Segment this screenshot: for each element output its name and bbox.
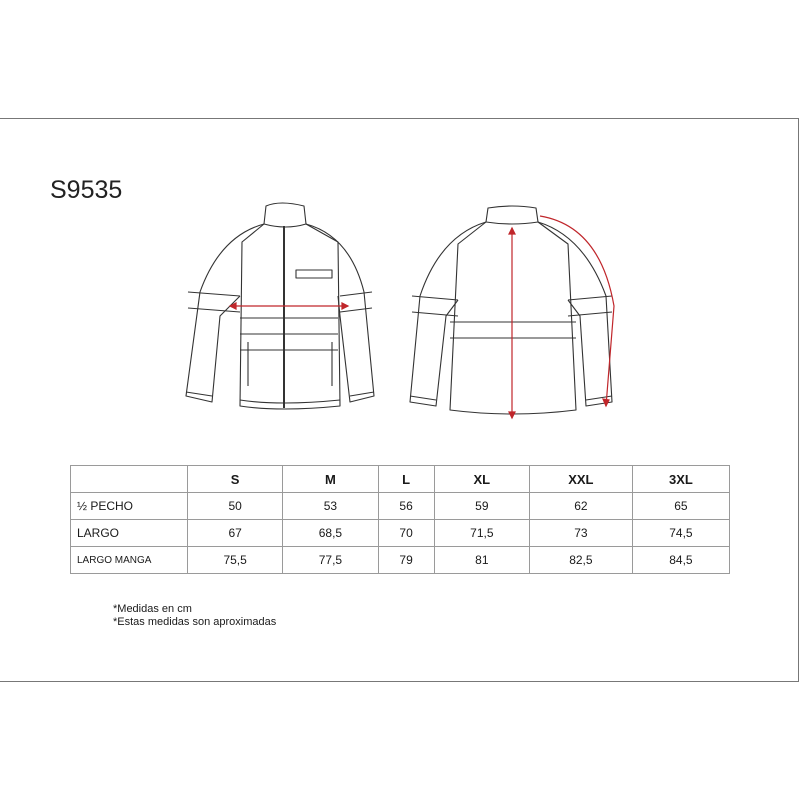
row-label: ½ PECHO — [71, 493, 188, 520]
header-cell-3xl: 3XL — [632, 466, 729, 493]
header-cell-xl: XL — [434, 466, 529, 493]
table-cell: 65 — [632, 493, 729, 520]
note-approximate: *Estas medidas son aproximadas — [113, 616, 277, 628]
row-label: LARGO MANGA — [71, 547, 188, 574]
table-cell: 56 — [378, 493, 434, 520]
table-cell: 50 — [188, 493, 283, 520]
header-cell-s: S — [188, 466, 283, 493]
table-cell: 84,5 — [632, 547, 729, 574]
notes — [113, 603, 276, 629]
table-row — [71, 493, 730, 520]
note-units: *Medidas en cm — [113, 603, 192, 615]
size-table-header — [71, 466, 730, 493]
table-cell: 82,5 — [529, 547, 632, 574]
table-row — [71, 520, 730, 547]
table-cell: 74,5 — [632, 520, 729, 547]
size-table — [70, 465, 730, 574]
table-cell: 70 — [378, 520, 434, 547]
header-cell-l: L — [378, 466, 434, 493]
table-cell: 53 — [283, 493, 378, 520]
table-cell: 73 — [529, 520, 632, 547]
header-cell-xxl: XXL — [529, 466, 632, 493]
jacket-front-illustration — [180, 196, 380, 426]
table-cell: 81 — [434, 547, 529, 574]
table-cell: 68,5 — [283, 520, 378, 547]
row-label: LARGO — [71, 520, 188, 547]
table-cell: 79 — [378, 547, 434, 574]
product-code: S9535 — [50, 176, 123, 204]
jacket-back-illustration — [400, 196, 630, 426]
table-cell: 77,5 — [283, 547, 378, 574]
table-cell: 71,5 — [434, 520, 529, 547]
table-row — [71, 547, 730, 574]
header-cell-m: M — [283, 466, 378, 493]
table-cell: 75,5 — [188, 547, 283, 574]
table-cell: 62 — [529, 493, 632, 520]
table-cell: 67 — [188, 520, 283, 547]
header-cell — [71, 466, 188, 493]
table-cell: 59 — [434, 493, 529, 520]
